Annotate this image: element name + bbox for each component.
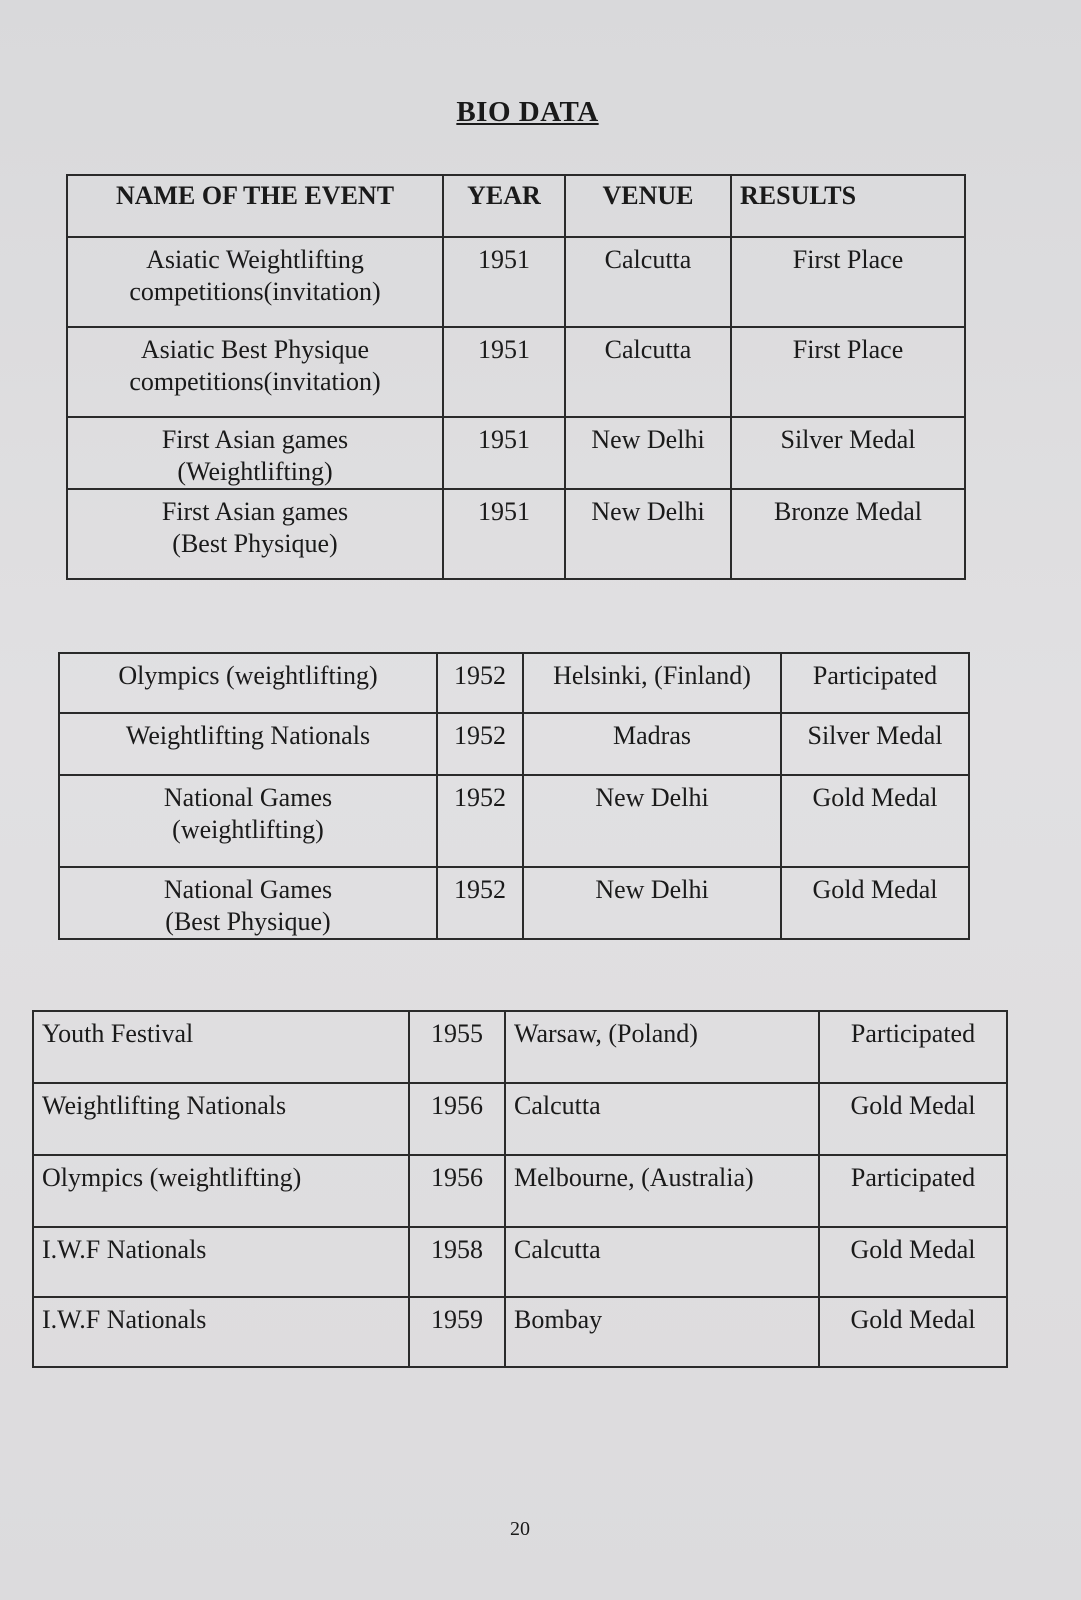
table-row [33,1297,1007,1367]
venue-cell: Calcutta [505,1083,819,1155]
event-line-2: (Best Physique) [165,907,331,936]
event-cell [67,327,443,417]
event-line-1: First Asian games [161,497,349,526]
event-cell [67,417,443,489]
events-table-1955-1959 [32,1010,1008,1368]
event-cell: I.W.F Nationals [33,1227,409,1297]
event-line-2: (Weightlifting) [177,457,333,486]
venue-cell: Melbourne, (Australia) [505,1155,819,1227]
venue-cell: Helsinki, (Finland) [523,653,781,713]
page-title: BIO DATA [456,96,599,128]
events-table-1952 [58,652,970,940]
venue-cell: Calcutta [505,1227,819,1297]
event-cell: I.W.F Nationals [33,1297,409,1367]
event-line-1: National Games [163,875,333,904]
result-cell: Gold Medal [781,867,969,939]
venue-cell: Calcutta [565,327,731,417]
result-cell: Silver Medal [781,713,969,775]
result-cell: Gold Medal [819,1227,1007,1297]
year-cell: 1952 [437,775,523,867]
header-event: NAME OF THE EVENT [67,175,443,237]
year-cell: 1951 [443,237,565,327]
table-row [33,1227,1007,1297]
table-row [59,713,969,775]
event-line-2: competitions(invitation) [129,367,381,396]
venue-cell: New Delhi [565,417,731,489]
venue-cell: New Delhi [565,489,731,579]
result-cell: First Place [731,327,965,417]
venue-cell: Calcutta [565,237,731,327]
year-cell: 1956 [409,1083,505,1155]
table-row [59,867,969,939]
result-cell: Participated [819,1155,1007,1227]
year-cell: 1955 [409,1011,505,1083]
event-line-1: First Asian games [161,425,349,454]
event-line-1: National Games [163,783,333,812]
event-cell: Olympics (weightlifting) [59,653,437,713]
event-cell: Weightlifting Nationals [59,713,437,775]
event-line-1: Asiatic Best Physique [140,335,370,364]
venue-cell: New Delhi [523,867,781,939]
venue-cell: Warsaw, (Poland) [505,1011,819,1083]
event-cell: Youth Festival [33,1011,409,1083]
event-line-2: competitions(invitation) [129,277,381,306]
venue-cell: Bombay [505,1297,819,1367]
header-venue: VENUE [565,175,731,237]
event-cell [67,237,443,327]
result-cell: First Place [731,237,965,327]
venue-cell: Madras [523,713,781,775]
venue-cell: New Delhi [523,775,781,867]
events-table-1951 [66,174,966,580]
result-cell: Gold Medal [819,1297,1007,1367]
event-line-2: (weightlifting) [172,815,324,844]
event-line-1: Asiatic Weightlifting [146,245,364,274]
table-row [67,327,965,417]
table-row [33,1155,1007,1227]
result-cell: Bronze Medal [731,489,965,579]
year-cell: 1952 [437,713,523,775]
result-cell: Gold Medal [781,775,969,867]
year-cell: 1952 [437,867,523,939]
table-row [67,489,965,579]
table-row [67,237,965,327]
table-row [33,1083,1007,1155]
result-cell: Silver Medal [731,417,965,489]
event-cell [59,775,437,867]
event-cell: Olympics (weightlifting) [33,1155,409,1227]
table-row [67,417,965,489]
event-cell: Weightlifting Nationals [33,1083,409,1155]
year-cell: 1956 [409,1155,505,1227]
result-cell: Gold Medal [819,1083,1007,1155]
year-cell: 1958 [409,1227,505,1297]
event-line-2: (Best Physique) [172,529,338,558]
year-cell: 1959 [409,1297,505,1367]
year-cell: 1952 [437,653,523,713]
result-cell: Participated [781,653,969,713]
page-number: 20 [510,1518,530,1540]
year-cell: 1951 [443,489,565,579]
table-row [33,1011,1007,1083]
result-cell: Participated [819,1011,1007,1083]
table-row [59,775,969,867]
event-cell [67,489,443,579]
year-cell: 1951 [443,327,565,417]
event-cell [59,867,437,939]
header-year: YEAR [443,175,565,237]
year-cell: 1951 [443,417,565,489]
table-row [59,653,969,713]
header-results: RESULTS [731,175,965,237]
table-header-row [67,175,965,237]
